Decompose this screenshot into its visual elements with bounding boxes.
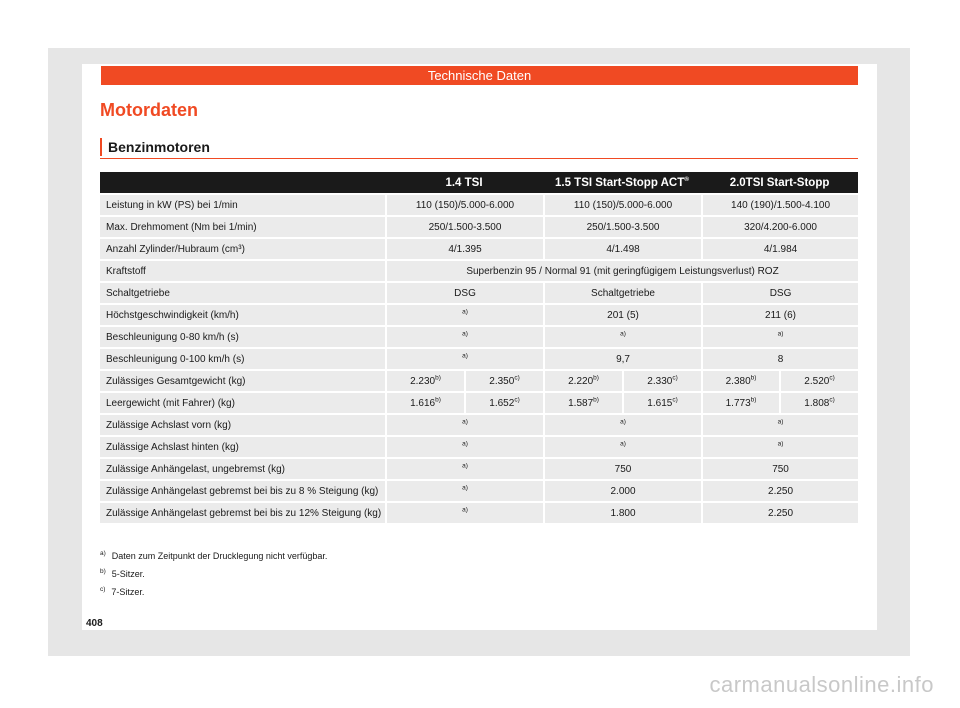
- cell: Superbenzin 95 / Normal 91 (mit geringfügigem Leistungsverlust) ROZ: [385, 261, 858, 281]
- table-row: [100, 437, 858, 457]
- cell: 1.808$^{c)}$: [779, 393, 858, 413]
- cell: 1.652$^{c)}$: [464, 393, 543, 413]
- table-row: [100, 415, 858, 435]
- table-row: [100, 239, 858, 259]
- table-row: [100, 261, 858, 281]
- cell: a): [701, 437, 858, 457]
- cell: 211 (6): [701, 305, 858, 325]
- footnote: $^{c)}$ 7-Sitzer.: [100, 586, 145, 597]
- cell: DSG: [701, 283, 858, 303]
- row-label: Zulässige Achslast hinten (kg): [100, 437, 385, 457]
- table-row: [100, 283, 858, 303]
- cell: 4/1.498: [543, 239, 701, 259]
- cell: 320/4.200-6.000: [701, 217, 858, 237]
- cell: 110 (150)/5.000-6.000: [385, 195, 543, 215]
- row-label: Zulässige Achslast vorn (kg): [100, 415, 385, 435]
- footnote: $^{a)}$ Daten zum Zeitpunkt der Drucklegung nicht verfügbar.: [100, 550, 328, 561]
- cell: a): [385, 437, 543, 457]
- cell: 4/1.395: [385, 239, 543, 259]
- cell: 8: [701, 349, 858, 369]
- section-title: [100, 138, 858, 159]
- row-label: Beschleunigung 0-80 km/h (s): [100, 327, 385, 347]
- cell: 201 (5): [543, 305, 701, 325]
- cell: 750: [701, 459, 858, 479]
- cell: a): [385, 349, 543, 369]
- cell: a): [385, 305, 543, 325]
- cell: 2.230$^{b)}$: [385, 371, 464, 391]
- row-label: Zulässiges Gesamtgewicht (kg): [100, 371, 385, 391]
- page-title: Motordaten: [100, 100, 198, 120]
- cell: 2.220$^{b)}$: [543, 371, 622, 391]
- cell: a): [701, 327, 858, 347]
- cell: a): [543, 437, 701, 457]
- row-label: Zulässige Anhängelast, ungebremst (kg): [100, 459, 385, 479]
- column-header: 2.0TSI Start-Stopp: [701, 172, 858, 193]
- cell: 4/1.984: [701, 239, 858, 259]
- row-label: Kraftstoff: [100, 261, 385, 281]
- section-title-text: Benzinmotoren: [100, 138, 210, 156]
- table-row: [100, 503, 858, 523]
- page-number: 408: [86, 618, 103, 629]
- cell: Schaltgetriebe: [543, 283, 701, 303]
- row-label: Zulässige Anhängelast gebremst bei bis zu 12% Steigung (kg): [100, 503, 385, 523]
- table-row: [100, 327, 858, 347]
- cell: 2.250: [701, 481, 858, 501]
- cell: 2.000: [543, 481, 701, 501]
- column-header: 1.5 TSI Start-Stopp ACT®: [543, 172, 701, 193]
- cell: 2.330$^{c)}$: [622, 371, 701, 391]
- row-label: Schaltgetriebe: [100, 283, 385, 303]
- cell: 250/1.500-3.500: [385, 217, 543, 237]
- footnote: $^{b)}$ 5-Sitzer.: [100, 568, 145, 579]
- cell: 1.773$^{b)}$: [701, 393, 779, 413]
- row-label: Höchstgeschwindigkeit (km/h): [100, 305, 385, 325]
- cell: 9,7: [543, 349, 701, 369]
- cell: 1.616$^{b)}$: [385, 393, 464, 413]
- table-row: [100, 371, 858, 391]
- table-row: [100, 481, 858, 501]
- cell: 1.615$^{c)}$: [622, 393, 701, 413]
- row-label: Leistung in kW (PS) bei 1/min: [100, 195, 385, 215]
- cell: DSG: [385, 283, 543, 303]
- cell: a): [701, 415, 858, 435]
- cell: 1.587$^{b)}$: [543, 393, 622, 413]
- cell: 140 (190)/1.500-4.100: [701, 195, 858, 215]
- table-row: [100, 217, 858, 237]
- row-label: Leergewicht (mit Fahrer) (kg): [100, 393, 385, 413]
- cell: 750: [543, 459, 701, 479]
- row-label: Max. Drehmoment (Nm bei 1/min): [100, 217, 385, 237]
- cell: a): [385, 327, 543, 347]
- engine-data-table: [100, 170, 858, 525]
- cell: a): [385, 503, 543, 523]
- row-label: Zulässige Anhängelast gebremst bei bis zu 8 % Steigung (kg): [100, 481, 385, 501]
- table-row: [100, 349, 858, 369]
- watermark: carmanualsonline.info: [709, 672, 934, 697]
- cell: a): [543, 327, 701, 347]
- cell: a): [385, 481, 543, 501]
- table-row: [100, 305, 858, 325]
- cell: 1.800: [543, 503, 701, 523]
- row-label: Anzahl Zylinder/Hubraum (cm³): [100, 239, 385, 259]
- table-corner: [100, 172, 385, 193]
- table-row: [100, 393, 858, 413]
- cell: 2.250: [701, 503, 858, 523]
- column-header: 1.4 TSI: [385, 172, 543, 193]
- row-label: Beschleunigung 0-100 km/h (s): [100, 349, 385, 369]
- cell: a): [385, 415, 543, 435]
- chapter-header: Technische Daten: [101, 66, 858, 85]
- table-row: [100, 459, 858, 479]
- cell: a): [543, 415, 701, 435]
- cell: 2.350$^{c)}$: [464, 371, 543, 391]
- cell: 2.380$^{b)}$: [701, 371, 779, 391]
- cell: a): [385, 459, 543, 479]
- table-row: [100, 195, 858, 215]
- cell: 110 (150)/5.000-6.000: [543, 195, 701, 215]
- cell: 2.520$^{c)}$: [779, 371, 858, 391]
- cell: 250/1.500-3.500: [543, 217, 701, 237]
- table-header-row: [100, 172, 858, 193]
